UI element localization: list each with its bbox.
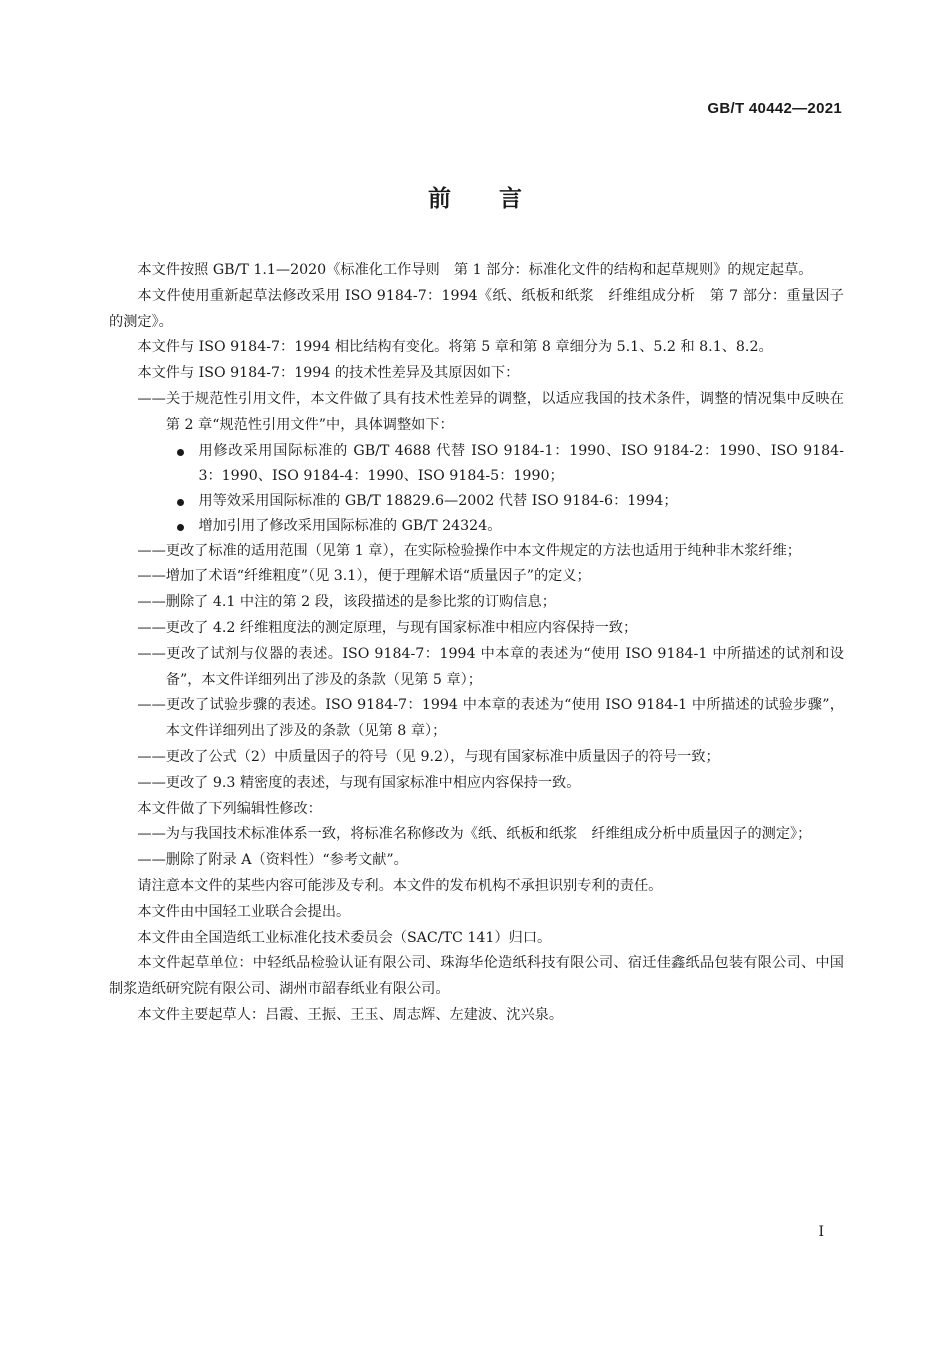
bullet-dot-icon — [177, 524, 184, 531]
page-number: I — [818, 1224, 824, 1240]
list-item: ——更改了 9.3 精密度的表述，与现有国家标准中相应内容保持一致。 — [137, 774, 581, 791]
standard-number: GB/T 40442—2021 — [707, 100, 842, 117]
bullet-dot-icon — [177, 499, 184, 506]
bullet-dot-icon — [177, 449, 184, 456]
paragraph-structure-change: 本文件与 ISO 9184-7：1994 相比结构有变化。将第 5 章和第 8 章细分为 5.1、5.2 和 8.1、8.2。 — [137, 339, 773, 356]
list-item: ——更改了标准的适用范围（见第 1 章），在实际检验操作中本文件规定的方法也适用于纯种非木浆纤维； — [137, 542, 801, 559]
bullet-item — [109, 489, 844, 514]
paragraph-tech-diff-intro: 本文件与 ISO 9184-7：1994 的技术性差异及其原因如下： — [137, 365, 520, 382]
bullet-item — [109, 514, 844, 539]
bullet-item — [109, 439, 844, 489]
bullet-text: 用修改采用国际标准的 GB/T 4688 代替 ISO 9184-1：1990、ISO 9184-2：1990、ISO 9184-3：1990、ISO 9184-4：1990、ISO 9184-5：1990； — [198, 442, 844, 484]
paragraph-editorial-intro: 本文件做了下列编辑性修改： — [137, 800, 322, 817]
list-item: ——为与我国技术标准体系一致，将标准名称修改为《纸、纸板和纸浆 纤维组成分析中质量因子的测定》； — [137, 826, 812, 843]
paragraph-adoption: 本文件使用重新起草法修改采用 ISO 9184-7：1994《纸、纸板和纸浆 纤维组成分析 第 7 部分：重量因子的测定》。 — [109, 287, 844, 330]
list-item: ——更改了试验步骤的表述。ISO 9184-7：1994 中本章的表述为“使用 ISO 9184-1 中所描述的试验步骤”，本文件详细列出了涉及的条款（见第 8 章）； — [137, 697, 844, 740]
paragraph-drafters: 本文件主要起草人：吕霞、王振、王玉、周志辉、左建波、沈兴泉。 — [137, 1006, 564, 1023]
paragraph-patent-notice: 请注意本文件的某些内容可能涉及专利。本文件的发布机构不承担识别专利的责任。 — [137, 877, 663, 894]
paragraph-committee: 本文件由全国造纸工业标准化技术委员会（SAC/TC 141）归口。 — [137, 929, 552, 946]
bullet-text: 增加引用了修改采用国际标准的 GB/T 24324。 — [198, 517, 502, 534]
list-item: ——删除了附录 A（资料性）“参考文献”。 — [137, 852, 408, 869]
paragraph-drafting-rules: 本文件按照 GB/T 1.1—2020《标准化工作导则 第 1 部分：标准化文件的结构和起草规则》的规定起草。 — [137, 262, 813, 278]
list-item-normative-refs: ——关于规范性引用文件，本文件做了具有技术性差异的调整，以适应我国的技术条件，调整的情况集中反映在第 2 章“规范性引用文件”中，具体调整如下： — [137, 390, 844, 433]
list-item: ——更改了公式（2）中质量因子的符号（见 9.2），与现有国家标准中质量因子的符号一致； — [137, 748, 720, 765]
paragraph-proposer: 本文件由中国轻工业联合会提出。 — [137, 903, 351, 920]
list-item: ——增加了术语“纤维粗度”（见 3.1），便于理解术语“质量因子”的定义； — [137, 568, 591, 585]
page-title: 前言 — [428, 186, 570, 212]
list-item: ——更改了 4.2 纤维粗度法的测定原理，与现有国家标准中相应内容保持一致； — [137, 619, 638, 636]
list-item: ——更改了试剂与仪器的表述。ISO 9184-7：1994 中本章的表述为“使用 ISO 9184-1 中所描述的试剂和设备”，本文件详细列出了涉及的条款（见第 5 章）； — [137, 645, 844, 688]
list-item: ——删除了 4.1 中注的第 2 段，该段描述的是参比浆的订购信息； — [137, 594, 556, 611]
paragraph-drafting-units: 本文件起草单位：中轻纸品检验认证有限公司、珠海华伦造纸科技有限公司、宿迁佳鑫纸品包装有限公司、中国制浆造纸研究院有限公司、湖州市韶春纸业有限公司。 — [109, 955, 844, 998]
bullet-text: 用等效采用国际标准的 GB/T 18829.6—2002 代替 ISO 9184-6：1994； — [198, 492, 678, 509]
foreword-body — [109, 258, 844, 1029]
